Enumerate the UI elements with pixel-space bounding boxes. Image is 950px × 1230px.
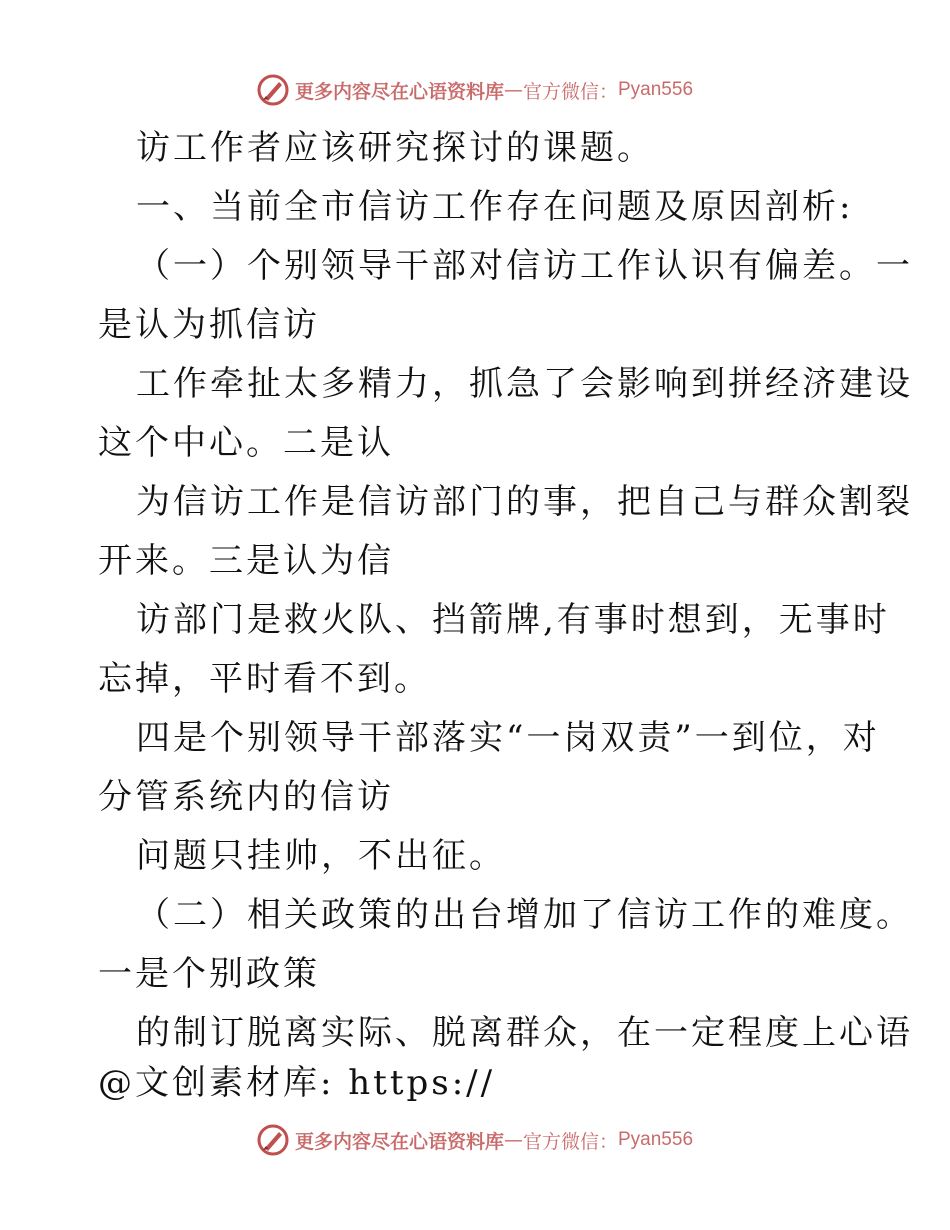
text-line: （二）相关政策的出台增加了信访工作的难度。	[136, 895, 913, 935]
text-line: 问题只挂帅，不出征。	[136, 836, 506, 876]
text-line: 是认为抓信访	[98, 305, 320, 345]
text-line: 工作牵扯太多精力，抓急了会影响到拼经济建设	[136, 364, 913, 404]
text-line: 分管系统内的信访	[98, 777, 394, 817]
text-line: 访工作者应该研究探讨的课题。	[136, 128, 654, 168]
text-line: 这个中心。二是认	[98, 423, 394, 463]
pen-logo-icon	[257, 74, 289, 106]
text-line: @文创素材库: https://	[98, 1063, 496, 1103]
watermark-separator: —	[503, 79, 523, 101]
text-line: 访部门是救火队、挡箭牌,有事时想到，无事时	[136, 600, 890, 640]
section-heading: 一、当前全市信访工作存在问题及原因剖析:	[136, 187, 854, 227]
text-line: 忘掉，平时看不到。	[98, 659, 431, 699]
watermark-main-text: 更多内容尽在心语资料库	[294, 1130, 504, 1153]
text-line: 一是个别政策	[98, 954, 320, 994]
text-line: 四是个别领导干部落实“一岗双责”一到位，对	[136, 718, 880, 758]
header-watermark	[0, 70, 950, 110]
watermark-brand: Pyan556	[618, 79, 694, 100]
watermark-brand: Pyan556	[618, 1129, 694, 1150]
watermark-suffix: 官方微信：	[522, 80, 618, 103]
footer-watermark	[0, 1120, 950, 1160]
watermark-separator: —	[503, 1129, 523, 1151]
text-line: （一）个别领导干部对信访工作认识有偏差。一	[136, 246, 913, 286]
pen-logo-icon	[257, 1124, 289, 1156]
text-line: 为信访工作是信访部门的事，把自己与群众割裂	[136, 482, 913, 522]
watermark-suffix: 官方微信：	[522, 1130, 618, 1153]
text-line: 的制订脱离实际、脱离群众，在一定程度上心语	[136, 1013, 913, 1053]
text-line: 开来。三是认为信	[98, 541, 394, 581]
watermark-main-text: 更多内容尽在心语资料库	[294, 80, 504, 103]
